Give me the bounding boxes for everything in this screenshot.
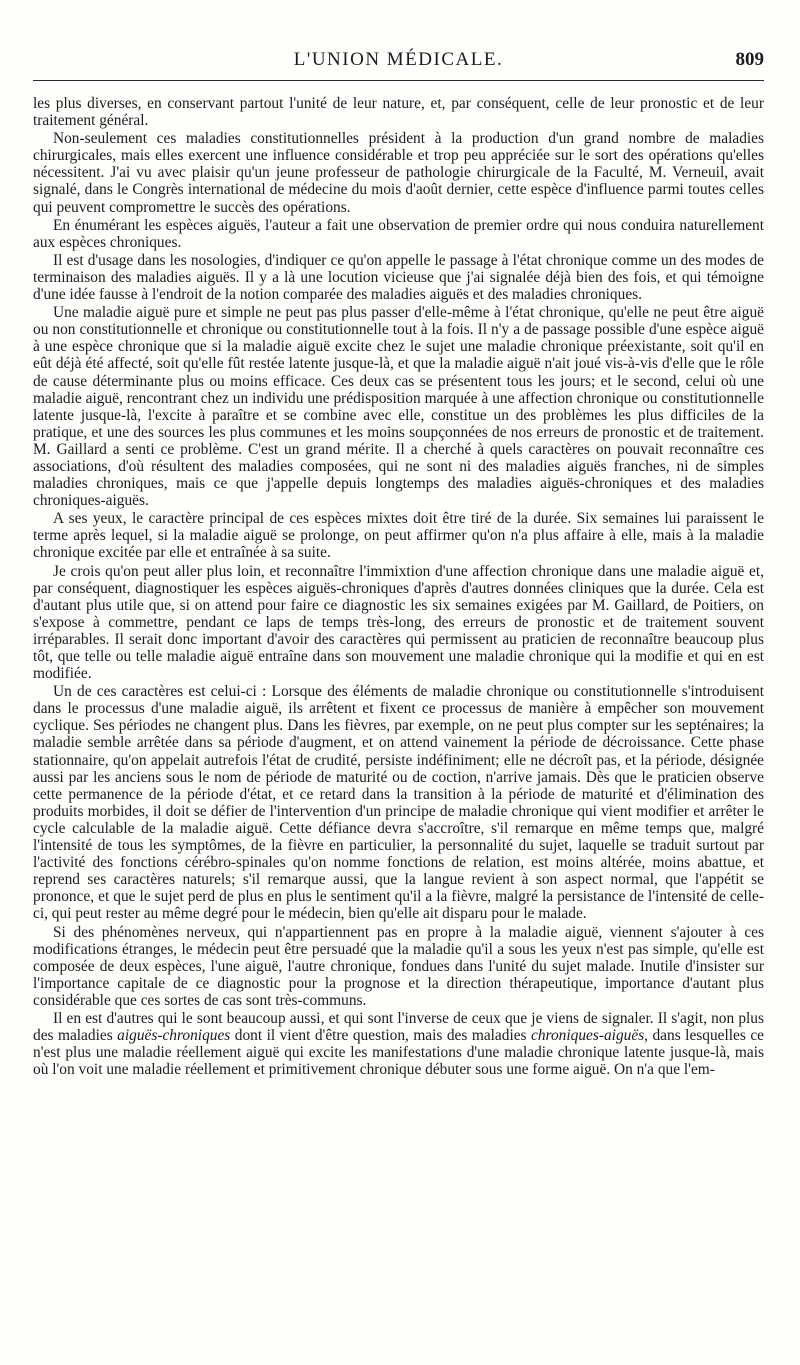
paragraph-earlier-diagnosis: Je crois qu'on peut aller plus loin, et reconnaître l'immixtion d'une affection chronique dans une maladie aiguë et, par conséquent, diagnostiquer les espèces aiguës-chroniques d'après d'autres données cliniques que la durée. Cela est d'autant plus utile que, si on attend pour faire ce diagnostic les six semaines exigées par M. Gaillard, de Poitiers, on s'expose à commettre, pendant ce laps de temps très-long, des erreurs de pronostic et de traitement souvent irréparables. Il serait donc important d'avoir des caractères qui permissent au praticien de reconnaître beaucoup plus tôt, que telle ou telle maladie aiguë entraîne dans son mouvement une maladie chronique qui la modifie et qui en est modifiée. [33, 562, 764, 683]
paragraph-acute-to-chronic: Une maladie aiguë pure et simple ne peut pas plus passer d'elle-même à l'état chronique, qu'elle ne peut être aiguë ou non constitutionnelle et chronique ou constitutionnelle tout à la fois. Il n'y a de passage possible d'une espèce aiguë à une espèce chronique que si la maladie aiguë excite chez le sujet une maladie chronique préexistante, soit qu'il en eût déjà été affecté, soit qu'elle fût restée latente jusque-là, et que la maladie aiguë n'ait joué vis-à-vis d'elle que le rôle de cause déterminante plus ou moins efficace. Ces deux cas se présentent tous les jours; et le second, celui où une maladie aiguë, rencontrant chez un individu une prédisposition marquée à une affection chronique ou constitutionnelle latente jusque-là, l'excite à paraître et se combine avec elle, constitue un des problèmes les plus difficiles de la pratique, et une des sources les plus communes et les moins soupçonnées de nos erreurs de pronostic et de traitement. M. Gaillard a senti ce problème. C'est un grand mérite. Il a cherché à quels caractères on pouvait reconnaître ces associations, d'où résultent des maladies composées, qui ne sont ni des maladies aiguës franches, ni de simples maladies chroniques, mais ce que j'appelle depuis longtemps des maladies aiguës-chroniques et des maladies chroniques-aiguës. [33, 304, 764, 510]
final-paragraph-text-2: dont il vient d'être question, mais des maladies [230, 1027, 532, 1045]
paragraph-diagnostic-character: Un de ces caractères est celui-ci : Lorsque des éléments de maladie chronique ou constitutionnelle s'introduisent dans le processus d'une maladie aiguë, ils arrêtent et fixent ce processus de manière à empêcher son mouvement cyclique. Ses périodes ne changent plus. Dans les fièvres, par exemple, on ne peut plus compter sur les septénaires; la maladie semble arrêtée dans sa période d'augment, et on attend vainement la période de décroissance. Cette phase stationnaire, qu'on appelait autrefois l'état de crudité, persiste indéfiniment; elle ne décroît pas, et la période, désignée aussi par les anciens sous le nom de période de maturité ou de coction, n'arrive jamais. Dès que le praticien observe cette permanence de la période d'état, et ce retard dans la transition à la période de maturité et d'élimination des produits morbides, il doit se défier de l'intervention d'un principe de maladie chronique qui vient modifier et arrêter le cycle calculable de la maladie aiguë. Cette défiance devra s'accroître, s'il remarque en même temps que, malgré l'intensité de tous les symptômes, de la fièvre en particulier, la personnalité du sujet, laquelle se traduit surtout par l'activité des fonctions cérébro-spinales qu'on nomme fonctions de relation, est moins altérée, moins abattue, et reprend ses caractères naturels; s'il remarque aussi, que la langue revient à son aspect normal, que l'appétit se prononce, et que le sujet perd de plus en plus le sentiment qu'il a la fièvre, malgré la persistance de l'intensité de celle-ci, qui peut rester au même degré pour le médecin, bien qu'elle ait disparu pour le malade. [33, 683, 764, 923]
paragraph-acute-species: En énumérant les espèces aiguës, l'auteur a fait une observation de premier ordre qui nous conduira naturellement aux espèces chroniques. [33, 216, 764, 251]
article-body [33, 95, 764, 1078]
paragraph-nervous-phenomena: Si des phénomènes nerveux, qui n'appartiennent pas en propre à la maladie aiguë, viennent s'ajouter à ces modifications étranges, le médecin peut être persuadé que la maladie qu'il a sous les yeux n'est pas simple, qu'elle est composée de deux espèces, l'une aiguë, l'autre chronique, fondues dans l'unité du sujet malade. Inutile d'insister sur l'importance capitale de ce diagnostic pour la prognose et la direction thérapeutique, importance d'autant plus considérable que ces sortes de cas sont très-communs. [33, 923, 764, 1009]
header-rule [33, 80, 764, 81]
paragraph-surgical-influence: Non-seulement ces maladies constitutionnelles président à la production d'un grand nombre de maladies chirurgicales, mais elles exercent une influence considérable et trop peu appréciée sur le sort des opérations qu'elles nécessitent. J'ai vu avec plaisir qu'un jeune professeur de pathologie chirurgicale de la Faculté, M. Verneuil, avait signalé, dans le Congrès international de médecine du mois d'août dernier, cette espèce d'influence parmi toutes celles qui peuvent compromettre le succès des opérations. [33, 130, 764, 216]
paragraph-chronic-acute [33, 1010, 764, 1078]
final-paragraph-text-1: Il en est d'autres qui le sont beaucoup aussi, et qui sont l'inverse de ceux que je viens de signaler. Il s'agit, non plus des maladies [33, 1009, 764, 1045]
italic-term-chronic-acute: chroniques-aiguës [531, 1027, 645, 1045]
final-paragraph-text-3: , dans lesquelles ce n'est plus une maladie réellement aiguë qui excite les manifestations d'une maladie chronique latente jusque-là, mais où l'on voit une maladie réellement et primitivement chronique débuter sous une forme aiguë. On n'a que l'em- [33, 1027, 764, 1079]
paragraph-continuation: les plus diverses, en conservant partout l'unité de leur nature, et, par conséquent, celle de leur pronostic et de leur traitement général. [33, 95, 764, 130]
paragraph-nosology-usage: Il est d'usage dans les nosologies, d'indiquer ce qu'on appelle le passage à l'état chronique comme un des modes de terminaison des maladies aiguës. Il y a là une locution vicieuse que j'ai signalée déjà bien des fois, et qui témoigne d'une idée fausse à l'endroit de la notion comparée des maladies aiguës et des maladies chroniques. [33, 251, 764, 304]
italic-term-acute-chronic: aiguës-chroniques [117, 1027, 231, 1045]
running-head [33, 46, 764, 74]
journal-title: L'UNION MÉDICALE. [293, 49, 504, 70]
page-number: 809 [735, 49, 764, 70]
paragraph-duration-criterion: A ses yeux, le caractère principal de ces espèces mixtes doit être tiré de la durée. Six semaines lui paraissent le terme après lequel, si la maladie aiguë se prolonge, on peut affirmer qu'on n'a plus affaire à elle, mais à la maladie chronique excitée par elle et entraînée à sa suite. [33, 510, 764, 562]
